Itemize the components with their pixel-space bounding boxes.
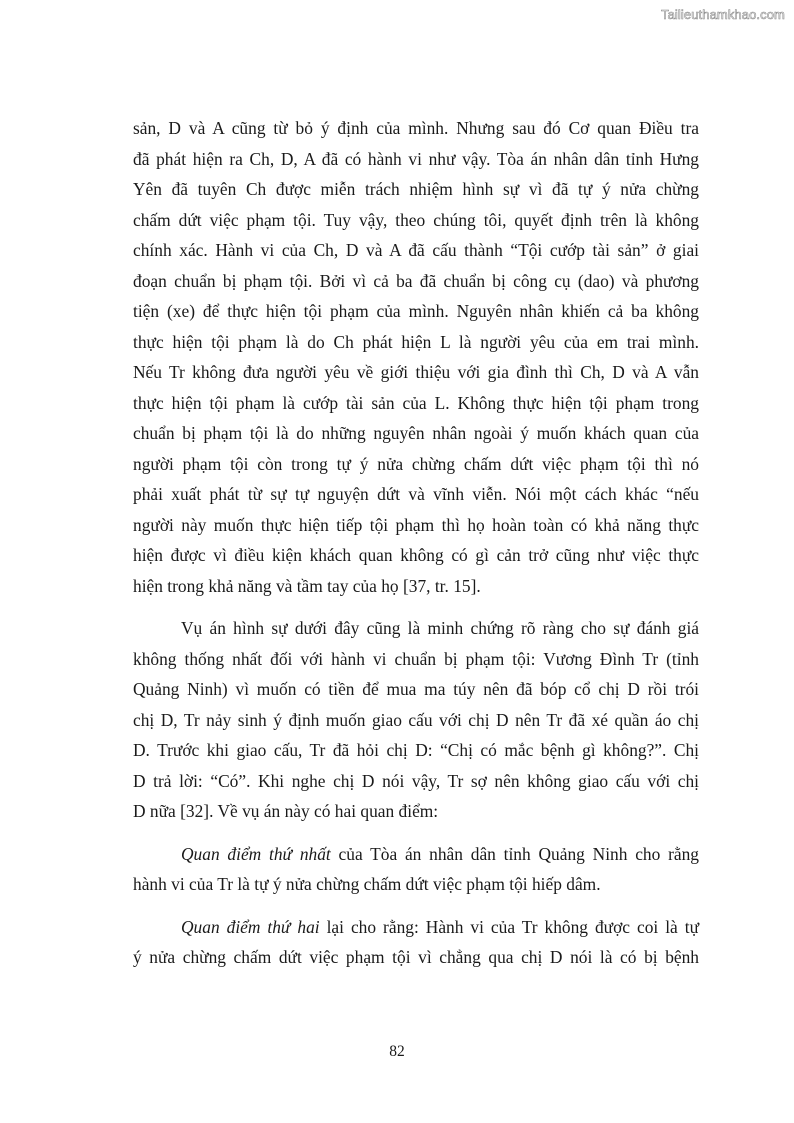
text-line: người phạm tội còn trong tự ý nửa chừng chấm dứt việc phạm tội thì nó xyxy=(133,453,699,474)
text-line: người này muốn thực hiện tiếp tội phạm thì họ hoàn toàn có khả năng thực xyxy=(133,514,699,535)
text-span: của Tòa án nhân dân tỉnh Quảng Ninh cho rằng xyxy=(330,843,699,864)
paragraph-4 xyxy=(133,912,699,973)
text-line: ý nửa chừng chấm dứt việc phạm tội vì chẳng qua chị D nói là có bị bệnh xyxy=(133,947,699,967)
text-line: thực hiện tội phạm là do Ch phát hiện L là người yêu của em trai mình. xyxy=(133,331,699,352)
paragraph-3 xyxy=(133,839,699,900)
text-line: Yên đã tuyên Ch được miễn trách nhiệm hình sự vì đã tự ý nửa chừng xyxy=(133,179,699,199)
text-span: lại cho rằng: Hành vi của Tr không được coi là tự xyxy=(319,916,699,937)
text-line: tiện (xe) để thực hiện tội phạm của mình. Nguyên nhân khiến cả ba không xyxy=(133,301,699,321)
text-line: Vụ án hình sự dưới đây cũng là minh chứng rõ ràng cho sự đánh giá xyxy=(181,618,699,638)
text-line: hành vi của Tr là tự ý nửa chừng chấm dứt việc phạm tội hiếp dâm. xyxy=(133,874,601,894)
text-line: phải xuất phát từ sự tự nguyện dứt và vĩnh viễn. Nói một cách khác “nếu xyxy=(133,484,699,504)
text-line: chính xác. Hành vi của Ch, D và A đã cấu thành “Tội cướp tài sản” ở giai xyxy=(133,240,699,260)
text-line: D nữa [32]. Về vụ án này có hai quan điểm: xyxy=(133,801,439,821)
text-line: đoạn chuẩn bị phạm tội. Bởi vì cả ba đã chuẩn bị công cụ (dao) và phương xyxy=(133,270,699,291)
text-line: không thống nhất đối với hành vi chuẩn bị phạm tội: Vương Đình Tr (tỉnh xyxy=(133,648,699,669)
text-line: chấm dứt việc phạm tội. Tuy vậy, theo chúng tôi, quyết định trên là không xyxy=(133,209,699,230)
watermark-text: Tailieuthamkhao.com xyxy=(660,7,785,22)
page-number: 82 xyxy=(389,1043,405,1060)
text-line: đã phát hiện ra Ch, D, A đã có hành vi như vậy. Tòa án nhân dân tỉnh Hưng xyxy=(133,148,699,169)
text-line: sản, D và A cũng từ bỏ ý định của mình. Nhưng sau đó Cơ quan Điều tra xyxy=(133,118,699,138)
text-line: D. Trước khi giao cấu, Tr đã hỏi chị D: “Chị có mắc bệnh gì không?”. Chị xyxy=(133,740,699,760)
text-line: thực hiện tội phạm là cướp tài sản của L. Không thực hiện tội phạm trong xyxy=(133,392,699,413)
document-body xyxy=(133,113,699,973)
paragraph-2 xyxy=(133,613,699,827)
text-line: hiện được vì điều kiện khách quan không có gì cản trở cũng như việc thực xyxy=(133,545,699,565)
text-line xyxy=(133,839,699,870)
text-line: chị D, Tr nảy sinh ý định muốn giao cấu với chị D nên Tr đã xé quần áo chị xyxy=(133,709,699,730)
text-line: chuẩn bị phạm tội là do những nguyên nhân ngoài ý muốn khách quan của xyxy=(133,423,699,443)
text-line: D trả lời: “Có”. Khi nghe chị D nói vậy, Tr sợ nên không giao cấu với chị xyxy=(133,770,699,791)
italic-lead: Quan điểm thứ hai xyxy=(181,916,320,937)
italic-lead: Quan điểm thứ nhất xyxy=(181,843,331,864)
text-line: hiện trong khả năng và tầm tay của họ [37, tr. 15]. xyxy=(133,575,481,596)
text-line: Nếu Tr không đưa người yêu về giới thiệu với gia đình thì Ch, D và A vẫn xyxy=(133,362,699,382)
text-line: Quảng Ninh) vì muốn có tiền để mua ma túy nên đã bóp cổ chị D rồi trói xyxy=(133,679,699,699)
paragraph-1 xyxy=(133,113,699,601)
text-line xyxy=(133,912,699,943)
